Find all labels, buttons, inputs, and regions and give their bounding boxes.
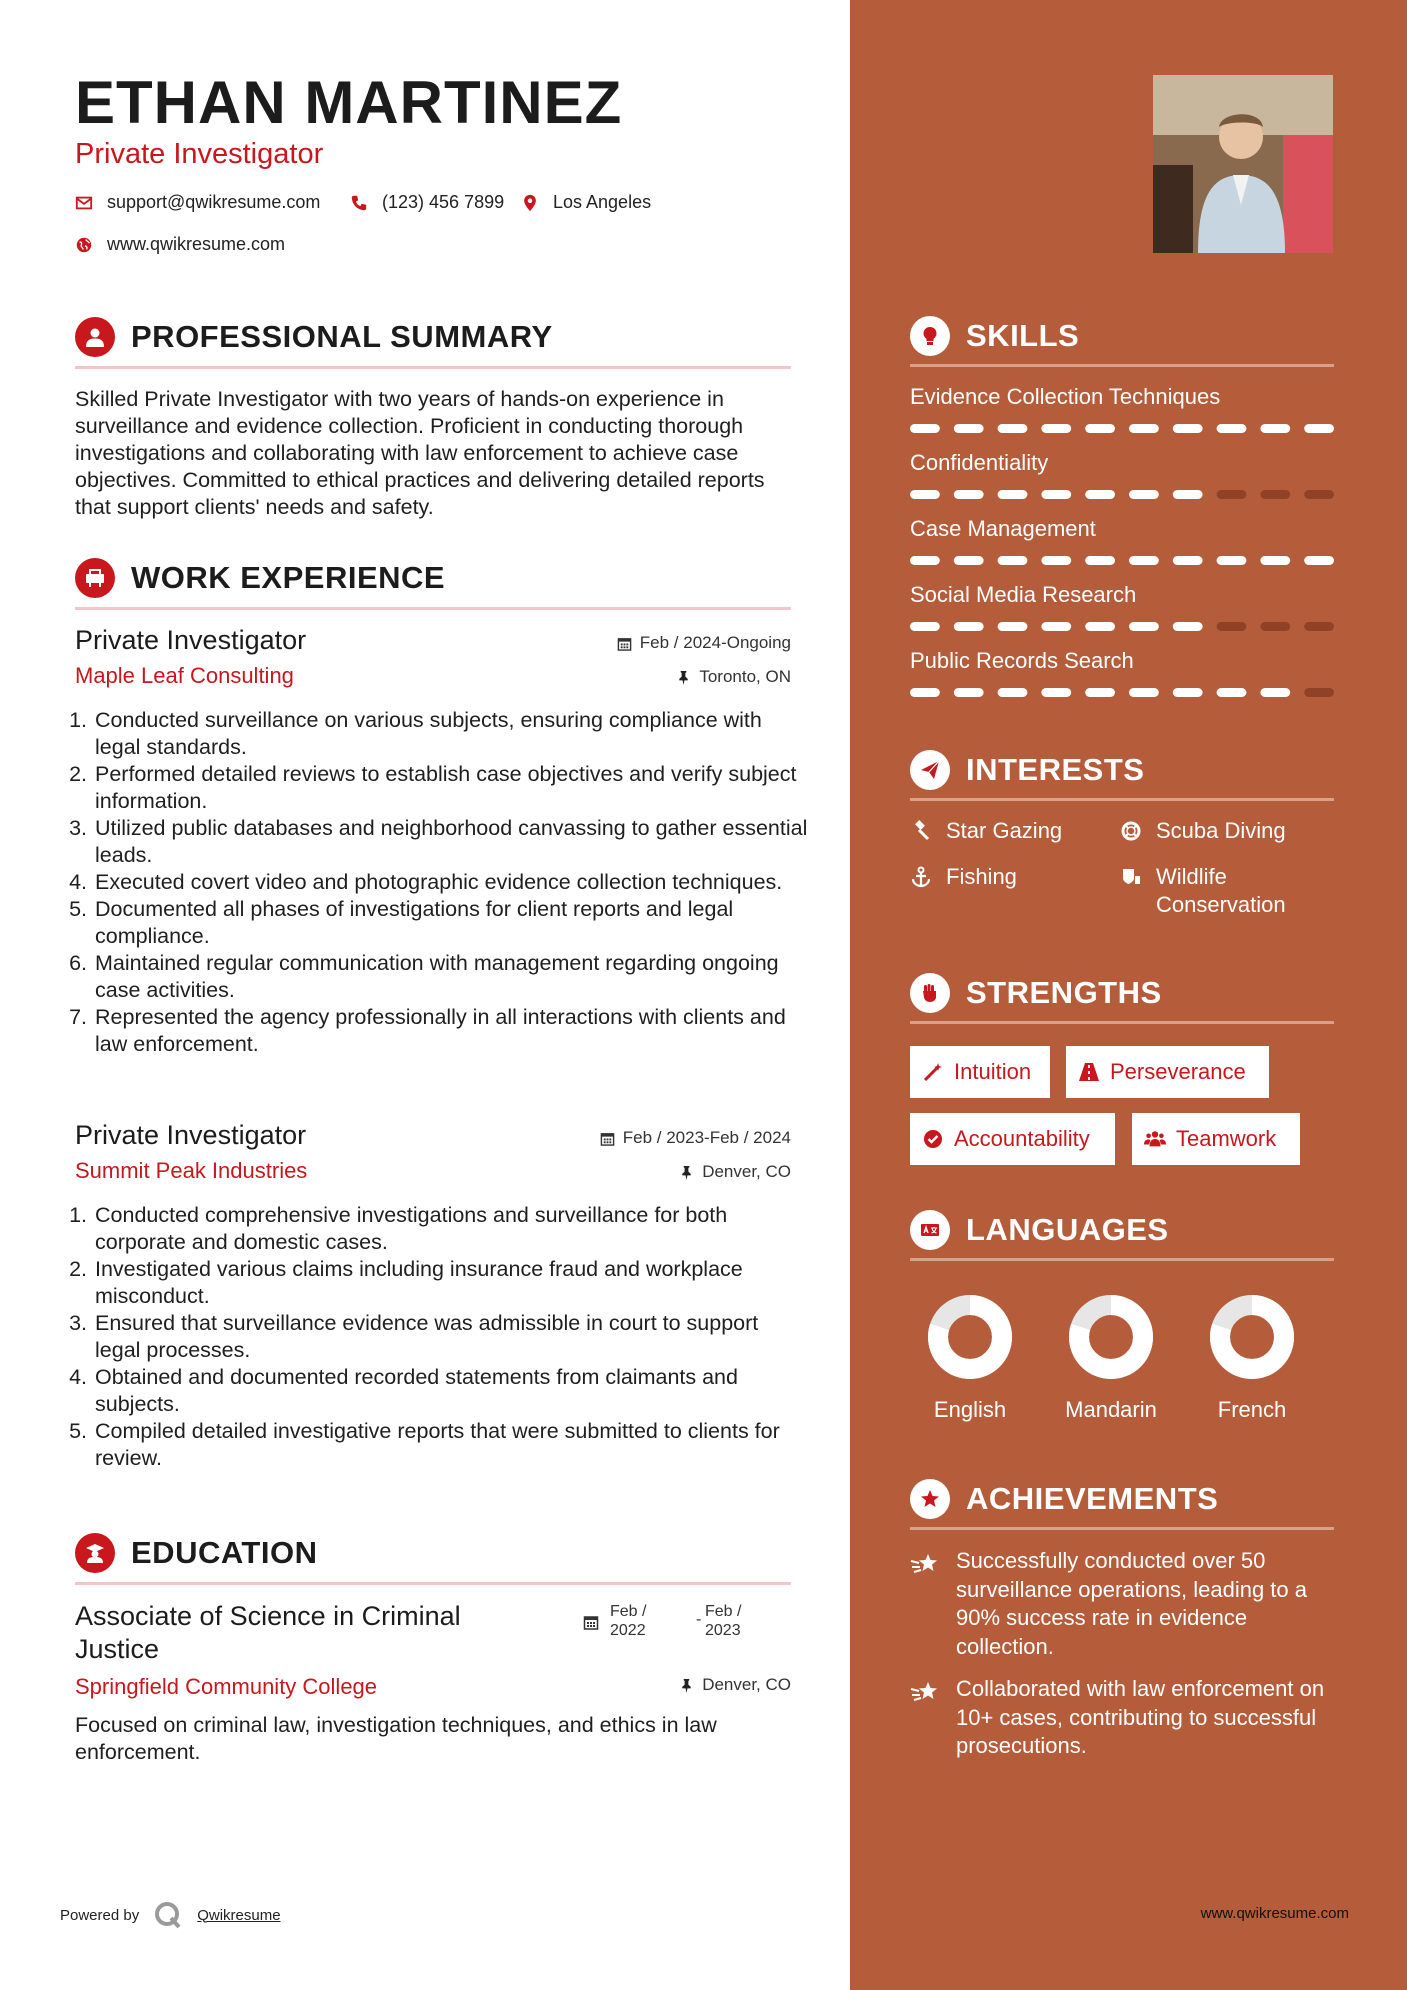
school-name: Springfield Community College: [75, 1674, 378, 1699]
job-bullet: 7. Represented the agency professionally in all interactions with clients and law enforcement.: [93, 1004, 809, 1058]
skill-dash-filled: [1173, 622, 1203, 631]
job-bullet: 1. Conducted comprehensive investigations and surveillance for both corporate and domestic cases.: [93, 1202, 809, 1256]
qwikresume-logo-icon: [153, 1900, 183, 1930]
skill-dash-filled: [998, 556, 1028, 565]
interest-item: [910, 863, 1017, 891]
skill-dash-filled: [1129, 424, 1159, 433]
road-icon: [1078, 1061, 1100, 1083]
start-year: 2022: [610, 1622, 646, 1639]
skill-dash-filled: [998, 424, 1028, 433]
education-location: [679, 1675, 791, 1695]
life-ring-icon: [1120, 820, 1142, 842]
strength-tag: [910, 1046, 1050, 1098]
strength-label: Perseverance: [1110, 1059, 1246, 1084]
gavel-icon: [910, 820, 932, 842]
interest-label: Scuba Diving: [1156, 818, 1286, 843]
job-location: [679, 1162, 791, 1182]
job-date-text: Feb / 2023-Feb / 2024: [622, 1128, 791, 1147]
strength-label: Teamwork: [1176, 1126, 1277, 1151]
skills-section-header: [910, 308, 1334, 367]
skill-dash-filled: [1173, 556, 1203, 565]
skill-dash-filled: [1041, 622, 1071, 631]
experience-section-header: [75, 549, 791, 610]
skill-name: Evidence Collection Techniques: [910, 384, 1221, 409]
degree-line: Associate of Science in Criminal: [75, 1601, 461, 1631]
interest-item: [910, 817, 1062, 845]
skill-dash-filled: [1260, 556, 1290, 565]
graduate-icon: [75, 1533, 115, 1573]
languages-heading: LANGUAGES: [966, 1212, 1169, 1247]
shield-icon: [1120, 866, 1142, 888]
skill-dash-filled: [954, 424, 984, 433]
job-bullet: 3. Ensured that surveillance evidence was admissible in court to support legal processes.: [93, 1310, 809, 1364]
education-section-header: [75, 1524, 791, 1585]
skill-dash-filled: [954, 688, 984, 697]
skill-dash-empty: [1217, 490, 1247, 499]
footer-website[interactable]: www.qwikresume.com: [1200, 1905, 1349, 1922]
job-title: Private Investigator: [75, 625, 307, 655]
job-bullet: 2. Performed detailed reviews to establish case objectives and verify subject information.: [93, 761, 809, 815]
achievement-item: [910, 1547, 1334, 1661]
education-end-date: [705, 1602, 741, 1640]
skill-dash-filled: [1129, 556, 1159, 565]
strength-tag: [910, 1113, 1115, 1165]
language-name: Mandarin: [1065, 1397, 1157, 1422]
skill-dash-filled: [1173, 424, 1203, 433]
skill-dash-filled: [1041, 490, 1071, 499]
job-company: Summit Peak Industries: [75, 1158, 308, 1183]
job-bullets: [75, 1202, 809, 1472]
strength-label: Accountability: [954, 1126, 1090, 1151]
skill-dash-filled: [1085, 424, 1115, 433]
profile-photo-art: [1153, 75, 1333, 253]
paper-plane-icon: [910, 750, 950, 790]
skill-level-bar: [910, 622, 1334, 631]
phone-text: (123) 456 7899: [382, 192, 505, 212]
skill-dash-empty: [1260, 490, 1290, 499]
skill-dash-filled: [1217, 688, 1247, 697]
interest-label: Wildlife Conservation: [1156, 864, 1286, 917]
education-date-dash: -: [696, 1611, 702, 1628]
language-item: [910, 1295, 1030, 1423]
phone-icon: [350, 194, 368, 212]
skill-name: Case Management: [910, 516, 1096, 541]
skill-dash-filled: [1085, 556, 1115, 565]
profile-photo: [1153, 75, 1333, 253]
skill-item: [910, 384, 1334, 410]
lightbulb-icon: [910, 316, 950, 356]
skill-item: [910, 516, 1334, 542]
language-item: [1051, 1295, 1171, 1423]
skill-dash-filled: [998, 622, 1028, 631]
interest-label: Star Gazing: [946, 818, 1063, 843]
language-name: English: [933, 1397, 1007, 1422]
skill-dash-filled: [1217, 424, 1247, 433]
interests-heading: INTERESTS: [966, 752, 1145, 787]
job-date: [600, 1128, 791, 1148]
experience-heading: WORK EXPERIENCE: [131, 560, 446, 595]
interest-item: [1120, 863, 1320, 919]
check-circle-icon: [922, 1128, 944, 1150]
interest-label: Fishing: [946, 864, 1017, 889]
skill-dash-empty: [1260, 622, 1290, 631]
education-heading: EDUCATION: [131, 1535, 318, 1570]
skill-dash-filled: [954, 622, 984, 631]
powered-by-label: Powered by: [60, 1906, 140, 1924]
skill-dash-filled: [1173, 490, 1203, 499]
users-icon: [1144, 1128, 1166, 1150]
job-title: Private Investigator: [75, 1120, 307, 1150]
job-bullet: 5. Compiled detailed investigative reports that were submitted to clients for review.: [93, 1418, 809, 1472]
job-company: Maple Leaf Consulting: [75, 663, 294, 688]
skill-dash-filled: [1041, 556, 1071, 565]
summary-section-header: [75, 308, 791, 369]
skill-item: [910, 648, 1334, 674]
skill-dash-filled: [1304, 556, 1334, 565]
shooting-star-icon: [910, 1679, 940, 1705]
calendar-icon: [617, 636, 632, 651]
pushpin-icon: [676, 670, 691, 685]
skill-dash-empty: [1304, 490, 1334, 499]
languages-section-header: [910, 1202, 1334, 1261]
job-bullets: [75, 707, 809, 1058]
contact-phone[interactable]: [350, 192, 504, 213]
interest-item: [1120, 817, 1286, 845]
powered-by: [60, 1900, 281, 1930]
skill-name: Public Records Search: [910, 648, 1134, 673]
language-item: [1192, 1295, 1312, 1423]
summary-heading: PROFESSIONAL SUMMARY: [131, 319, 553, 354]
skill-level-bar: [910, 688, 1334, 697]
job-bullet: 4. Executed covert video and photographic evidence collection techniques.: [93, 869, 809, 896]
candidate-title: Private Investigator: [75, 138, 324, 170]
candidate-name: ETHAN MARTINEZ: [75, 69, 623, 136]
achievement-text: Successfully conducted over 50 surveillance operations, leading to a 90% success rate in evidence collection.: [956, 1548, 1308, 1659]
achievements-heading: ACHIEVEMENTS: [966, 1481, 1219, 1516]
start-month: Feb /: [610, 1603, 647, 1620]
skill-level-bar: [910, 490, 1334, 499]
end-year: 2023: [705, 1622, 741, 1639]
skill-dash-empty: [1304, 688, 1334, 697]
skill-dash-filled: [1129, 622, 1159, 631]
magic-wand-icon: [922, 1061, 944, 1083]
calendar-icon: [600, 1131, 615, 1146]
skill-dash-filled: [910, 490, 940, 499]
skill-dash-filled: [1260, 688, 1290, 697]
job-date-text: Feb / 2024-Ongoing: [639, 633, 791, 652]
contact-email[interactable]: [75, 192, 320, 213]
language-donut: [928, 1295, 1012, 1379]
skill-dash-filled: [998, 490, 1028, 499]
job-bullet: 1. Conducted surveillance on various subjects, ensuring compliance with legal standards.: [93, 707, 809, 761]
skill-item: [910, 450, 1334, 476]
achievement-item: [910, 1675, 1334, 1761]
degree-title: [75, 1600, 461, 1666]
job-date: [617, 633, 791, 653]
education-description: Focused on criminal law, investigation techniques, and ethics in law enforcement.: [75, 1713, 717, 1764]
calendar-icon: [583, 1614, 599, 1630]
job-bullet: 5. Documented all phases of investigations for client reports and legal compliance.: [93, 896, 809, 950]
skill-dash-filled: [954, 490, 984, 499]
skill-dash-filled: [910, 688, 940, 697]
language-icon: [910, 1210, 950, 1250]
education-location-text: Denver, CO: [702, 1675, 791, 1694]
contact-location: [521, 192, 651, 213]
skill-dash-filled: [910, 556, 940, 565]
skill-dash-filled: [1085, 688, 1115, 697]
skill-item: [910, 582, 1334, 608]
job-location-text: Denver, CO: [702, 1162, 791, 1181]
contact-website[interactable]: [75, 234, 285, 255]
skill-dash-filled: [1260, 424, 1290, 433]
fist-icon: [910, 973, 950, 1013]
anchor-icon: [910, 866, 932, 888]
skill-dash-filled: [1041, 688, 1071, 697]
interests-section-header: [910, 742, 1334, 801]
education-start-date: [610, 1602, 646, 1640]
skill-dash-filled: [1129, 688, 1159, 697]
skill-dash-filled: [1129, 490, 1159, 499]
pushpin-icon: [679, 1678, 694, 1693]
skill-dash-filled: [998, 688, 1028, 697]
star-badge-icon: [910, 1479, 950, 1519]
briefcase-icon: [75, 558, 115, 598]
strengths-section-header: [910, 965, 1334, 1024]
skill-dash-filled: [954, 556, 984, 565]
globe-icon: [75, 236, 93, 254]
skill-dash-empty: [1304, 622, 1334, 631]
skill-dash-filled: [1041, 424, 1071, 433]
skill-dash-filled: [1304, 424, 1334, 433]
skill-dash-empty: [1217, 622, 1247, 631]
website-text: www.qwikresume.com: [107, 234, 286, 254]
strengths-heading: STRENGTHS: [966, 975, 1162, 1010]
language-name: French: [1217, 1397, 1287, 1422]
job-bullet: 6. Maintained regular communication with management regarding ongoing case activities.: [93, 950, 809, 1004]
degree-line: Justice: [75, 1634, 160, 1664]
user-icon: [75, 317, 115, 357]
map-pin-icon: [521, 194, 539, 212]
envelope-icon: [75, 194, 93, 212]
skill-level-bar: [910, 424, 1334, 433]
location-text: Los Angeles: [553, 192, 652, 212]
job-location: [676, 667, 791, 687]
job-entry: [75, 1120, 791, 1480]
email-text: support@qwikresume.com: [107, 192, 321, 212]
strength-tag: [1066, 1046, 1269, 1098]
skill-dash-filled: [1173, 688, 1203, 697]
job-bullet: 4. Obtained and documented recorded statements from claimants and subjects.: [93, 1364, 809, 1418]
job-bullet: 3. Utilized public databases and neighborhood canvassing to gather essential leads.: [93, 815, 809, 869]
pushpin-icon: [679, 1165, 694, 1180]
achievements-section-header: [910, 1471, 1334, 1530]
strength-label: Intuition: [954, 1059, 1032, 1084]
skill-dash-filled: [1085, 490, 1115, 499]
skill-dash-filled: [1217, 556, 1247, 565]
skill-dash-filled: [910, 424, 940, 433]
strength-tag: [1132, 1113, 1300, 1165]
end-month: Feb /: [705, 1603, 742, 1620]
skill-name: Confidentiality: [910, 450, 1049, 475]
summary-text: Skilled Private Investigator with two years of hands-on experience in surveillance and evidence collection. Proficient in conducting thorough investigations and collaborating with law enforcement to achieve case objectives. Committed to ethical practices and delivering detailed reports that support clients' needs and safety.: [75, 387, 765, 519]
skill-level-bar: [910, 556, 1334, 565]
job-location-text: Toronto, ON: [699, 667, 791, 686]
job-bullet: 2. Investigated various claims including insurance fraud and workplace misconduct.: [93, 1256, 809, 1310]
brand-link[interactable]: Qwikresume: [197, 1906, 281, 1924]
job-entry: [75, 625, 808, 1085]
skill-dash-filled: [1085, 622, 1115, 631]
skill-name: Social Media Research: [910, 582, 1137, 607]
skills-heading: SKILLS: [966, 318, 1080, 353]
skill-dash-filled: [910, 622, 940, 631]
shooting-star-icon: [910, 1551, 940, 1577]
achievement-text: Collaborated with law enforcement on 10+ cases, contributing to successful prosecutions.: [956, 1676, 1325, 1758]
language-donut: [1210, 1295, 1294, 1379]
language-donut: [1069, 1295, 1153, 1379]
